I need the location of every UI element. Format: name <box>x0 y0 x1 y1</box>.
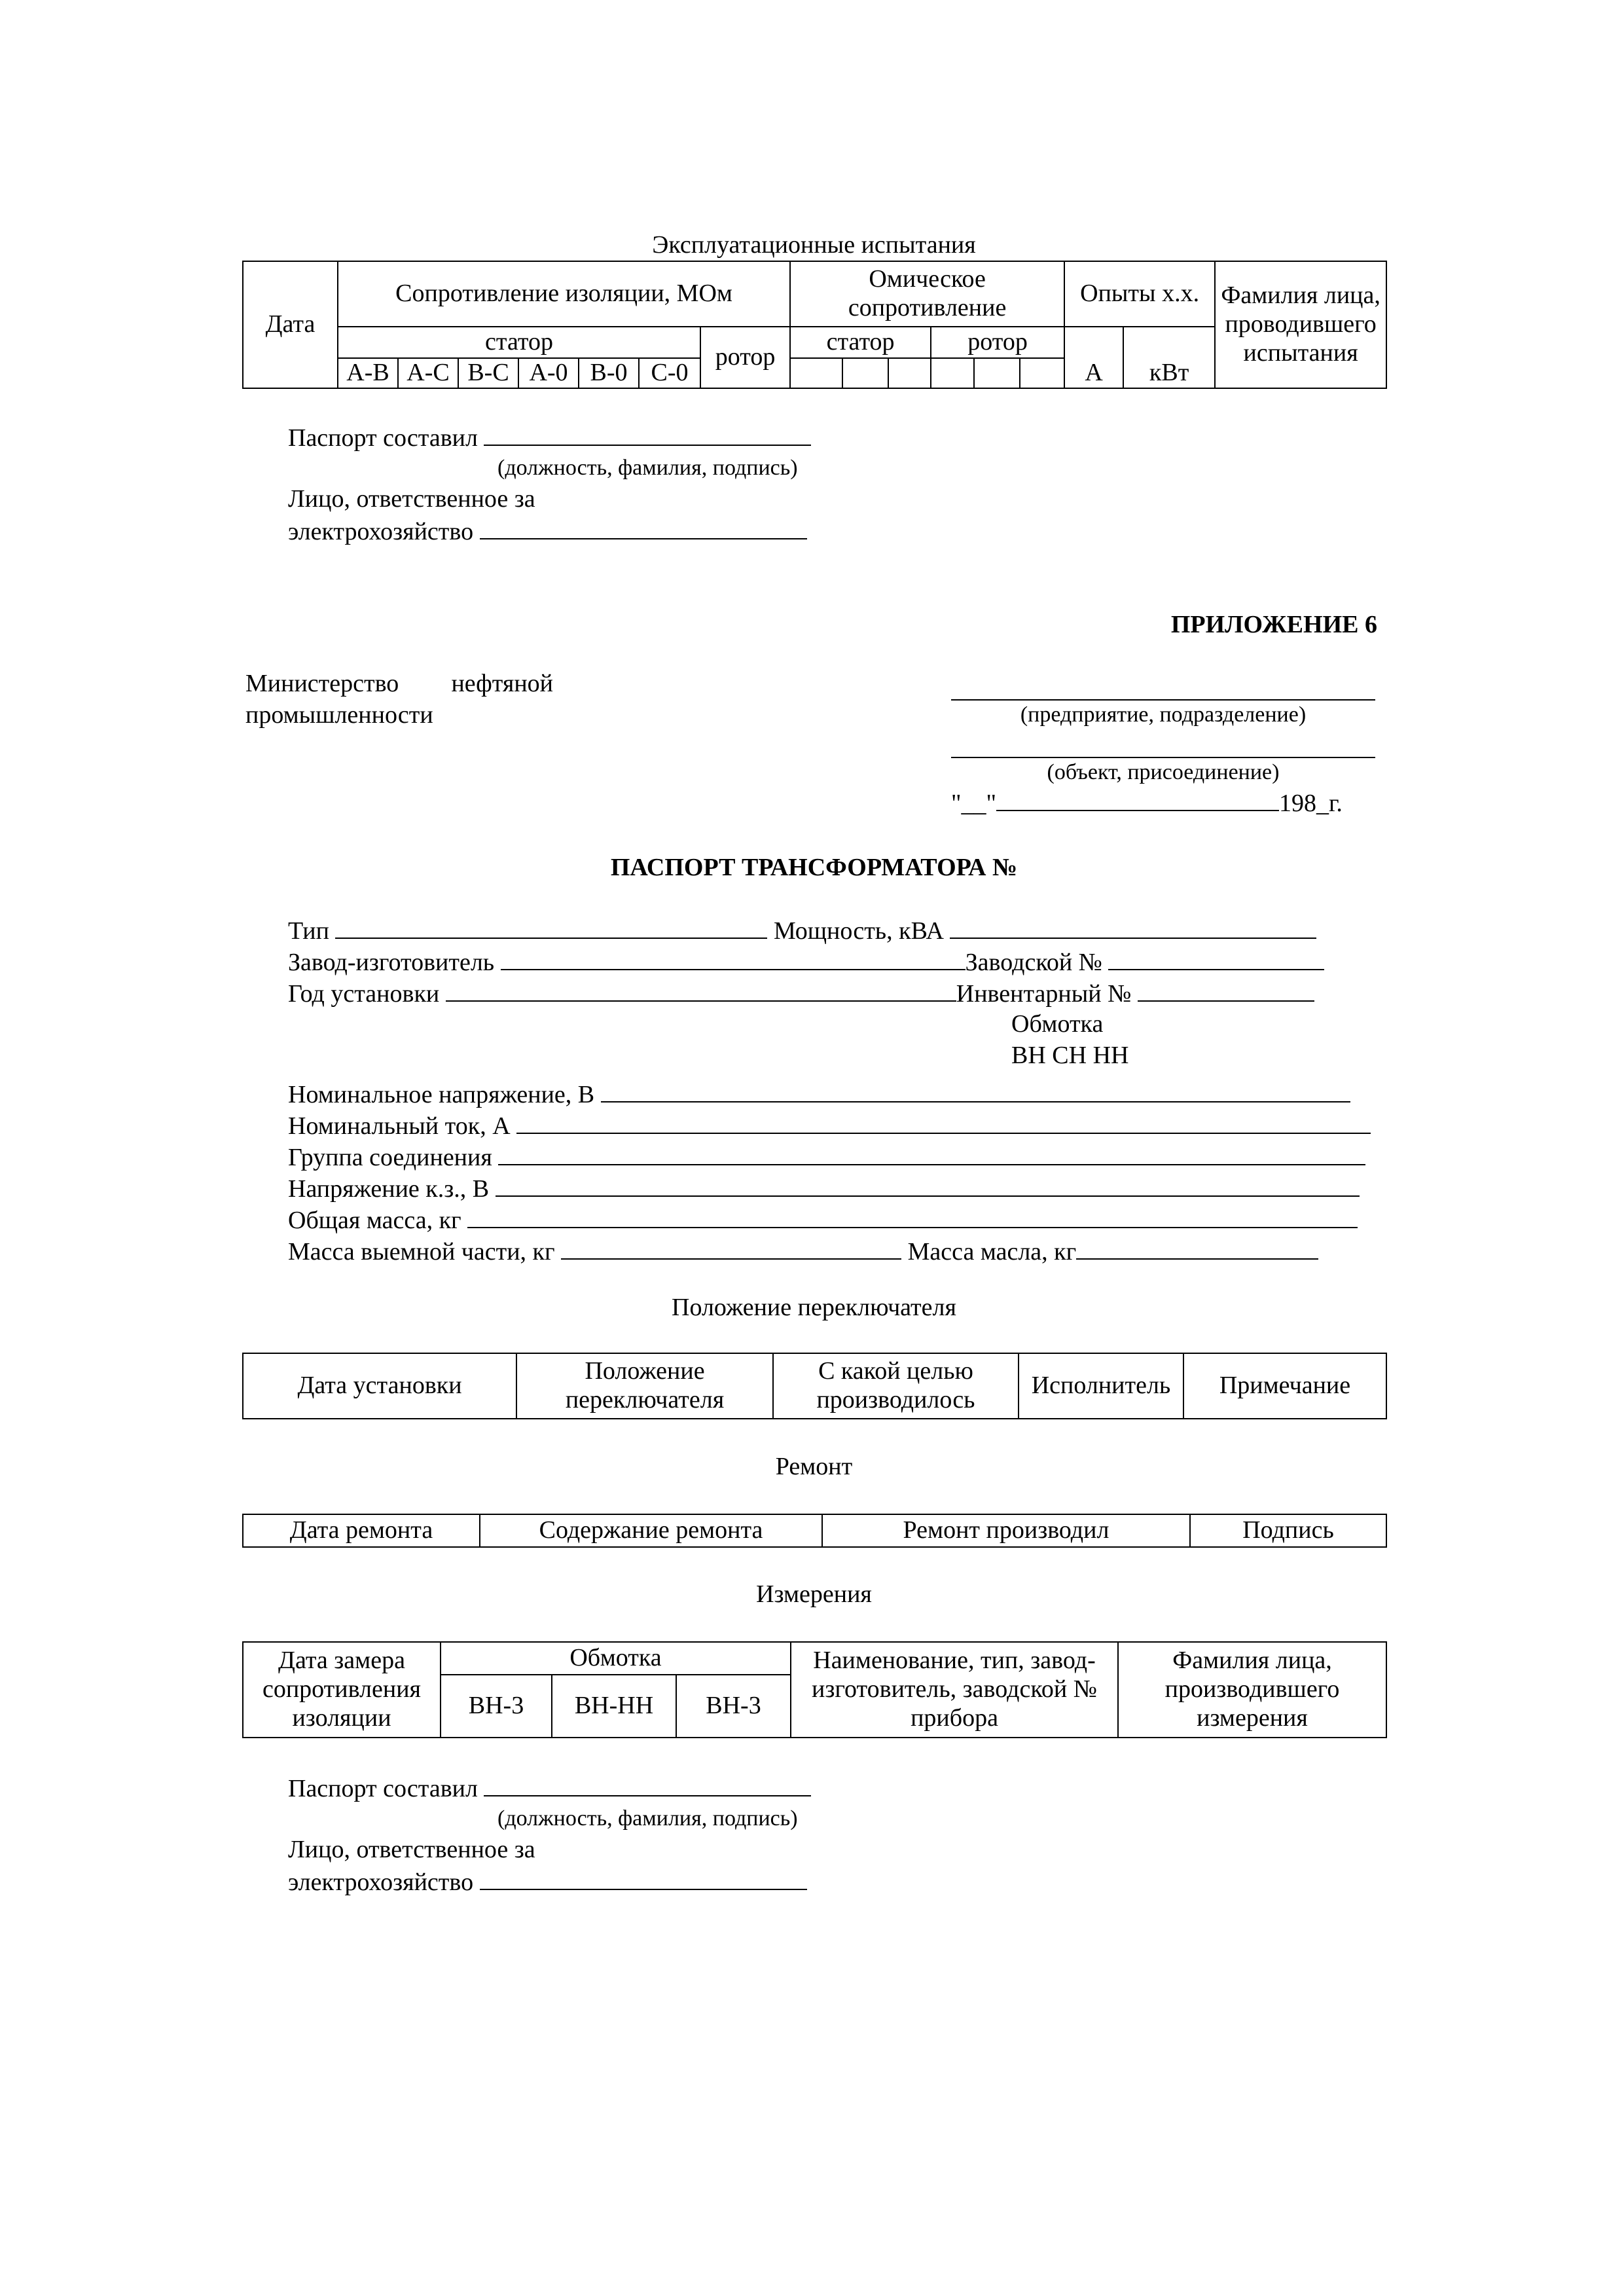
ops-cell <box>931 358 974 388</box>
sign1-composed: Паспорт составил <box>288 424 478 452</box>
switch-header: Исполнитель <box>1019 1353 1183 1419</box>
sign1-hint: (должность, фамилия, подпись) <box>497 456 798 480</box>
measure-header-date: Дата замера сопротивления изоляции <box>243 1642 441 1738</box>
field-maker-row <box>288 947 1324 978</box>
ops-cell <box>790 358 842 388</box>
sign1-resp2: электрохозяйство <box>288 518 474 545</box>
ops-phase: С-0 <box>639 358 700 388</box>
field-type-line <box>335 915 767 939</box>
repair-header: Дата ремонта <box>243 1514 480 1547</box>
field-sc-voltage-label: Напряжение к.з., В <box>288 1175 490 1203</box>
field-nom-voltage-label: Номинальное напряжение, В <box>288 1081 595 1108</box>
ops-header-unit-a: А <box>1064 327 1123 388</box>
switch-table <box>242 1353 1387 1419</box>
switch-header: С какой целью производилось <box>773 1353 1019 1419</box>
enterprise-line <box>951 680 1375 701</box>
sign2-resp-row <box>288 1867 807 1898</box>
sign2-composed-row <box>288 1773 811 1804</box>
field-removable-mass-row <box>288 1236 1318 1267</box>
switch-header: Примечание <box>1183 1353 1386 1419</box>
repair-header: Содержание ремонта <box>480 1514 822 1547</box>
date-row <box>951 788 1343 819</box>
field-inventory-line <box>1138 978 1314 1002</box>
field-serial-label: Заводской № <box>965 949 1102 976</box>
ops-header-rotor: ротор <box>700 327 790 388</box>
field-group-line <box>498 1142 1365 1165</box>
measure-table <box>242 1641 1387 1738</box>
sign1-resp-row <box>288 516 807 547</box>
field-inventory-label: Инвентарный № <box>956 980 1132 1008</box>
sign2-resp2: электрохозяйство <box>288 1868 474 1896</box>
field-maker-label: Завод-изготовитель <box>288 949 495 976</box>
ops-header-rotor-ohm: ротор <box>931 327 1064 358</box>
sign2-resp1: Лицо, ответственное за <box>288 1836 535 1863</box>
field-nom-voltage-line <box>601 1079 1350 1102</box>
ops-header-tester: Фамилия лица, проводившего испытания <box>1215 261 1386 388</box>
field-sc-voltage-row <box>288 1173 1360 1205</box>
field-winding: Обмотка <box>1011 1010 1104 1038</box>
ops-phase: А-С <box>398 358 458 388</box>
passport-title: ПАСПОРТ ТРАНСФОРМАТОРА № <box>610 854 1018 881</box>
ops-header-stator: статор <box>338 327 700 358</box>
repair-header: Ремонт производил <box>822 1514 1190 1547</box>
sign2-composed: Паспорт составил <box>288 1775 478 1802</box>
object-line <box>951 737 1375 758</box>
ops-phase: В-0 <box>579 358 639 388</box>
measure-title: Измерения <box>756 1580 872 1608</box>
field-type-label: Тип <box>288 917 329 945</box>
measure-header-winding: Обмотка <box>441 1642 791 1675</box>
ops-cell <box>888 358 931 388</box>
sign1-composed-row <box>288 422 811 454</box>
ministry-line2: промышленности <box>245 701 433 729</box>
ops-phase: А-0 <box>518 358 579 388</box>
sign2-resp-line <box>480 1867 807 1890</box>
sign2-hint: (должность, фамилия, подпись) <box>497 1806 798 1831</box>
field-nom-current-row <box>288 1110 1371 1142</box>
field-nom-current-line <box>516 1110 1371 1134</box>
ops-cell <box>842 358 888 388</box>
ops-phase: А-В <box>338 358 398 388</box>
ops-cell <box>1020 358 1064 388</box>
sign1-composed-line <box>484 422 811 446</box>
date-line <box>996 788 1279 811</box>
sign1-resp-line <box>480 516 807 539</box>
field-oil-mass-line <box>1076 1236 1318 1260</box>
ministry-line1 <box>245 669 553 699</box>
field-removable-mass-label: Масса выемной части, кг <box>288 1238 555 1266</box>
field-group-label: Группа соединения <box>288 1144 492 1171</box>
field-year-row <box>288 978 1314 1010</box>
switch-header: Положение переключателя <box>516 1353 773 1419</box>
ops-table <box>242 261 1387 389</box>
field-total-mass-row <box>288 1205 1358 1236</box>
field-power-line <box>950 915 1316 939</box>
measure-col: ВН-3 <box>676 1675 791 1738</box>
measure-header-device: Наименование, тип, завод-изготовитель, заводской № прибора <box>791 1642 1118 1738</box>
date-quote: "__" <box>951 790 997 817</box>
ops-cell <box>974 358 1020 388</box>
measure-col: ВН-3 <box>441 1675 552 1738</box>
ops-title: Эксплуатационные испытания <box>652 231 976 259</box>
field-maker-line <box>501 947 965 970</box>
ops-header-stator-ohm: статор <box>790 327 931 358</box>
date-year: 198_г. <box>1279 790 1343 817</box>
ops-header-noload: Опыты х.х. <box>1064 261 1215 327</box>
ministry-word2: нефтяной <box>451 670 553 697</box>
field-removable-mass-line <box>561 1236 901 1260</box>
field-nom-current-label: Номинальный ток, А <box>288 1112 511 1140</box>
ops-header-ohmic: Омическое сопротивление <box>790 261 1064 327</box>
ops-header-unit-kw: кВт <box>1123 327 1215 388</box>
enterprise-hint: (предприятие, подразделение) <box>1020 702 1307 727</box>
appendix-label: ПРИЛОЖЕНИЕ 6 <box>1170 611 1377 638</box>
measure-header-person: Фамилия лица, производившего измерения <box>1118 1642 1386 1738</box>
field-power-label: Мощность, кВА <box>773 917 944 945</box>
field-serial-line <box>1108 947 1324 970</box>
repair-table <box>242 1514 1387 1548</box>
field-nom-voltage-row <box>288 1079 1350 1110</box>
field-sc-voltage-line <box>496 1173 1360 1197</box>
field-type-row <box>288 915 1316 947</box>
field-year-line <box>446 978 956 1002</box>
sign2-composed-line <box>484 1773 811 1796</box>
switch-title: Положение переключателя <box>672 1294 956 1321</box>
field-oil-mass-label: Масса масла, кг <box>907 1238 1077 1266</box>
field-total-mass-label: Общая масса, кг <box>288 1207 461 1234</box>
repair-header: Подпись <box>1190 1514 1386 1547</box>
field-year-label: Год установки <box>288 980 440 1008</box>
ops-header-date: Дата <box>243 261 338 388</box>
repair-title: Ремонт <box>775 1453 853 1480</box>
object-hint: (объект, присоединение) <box>1047 760 1280 784</box>
switch-header: Дата установки <box>243 1353 516 1419</box>
field-winding-types: ВН СН НН <box>1011 1042 1129 1069</box>
ministry-word1: Министерство <box>245 670 399 697</box>
sign1-resp1: Лицо, ответственное за <box>288 485 535 513</box>
field-group-row <box>288 1142 1365 1173</box>
ops-header-insulation: Сопротивление изоляции, МОм <box>338 261 790 327</box>
field-total-mass-line <box>467 1205 1358 1228</box>
ops-phase: В-С <box>458 358 518 388</box>
measure-col: ВН-НН <box>552 1675 676 1738</box>
